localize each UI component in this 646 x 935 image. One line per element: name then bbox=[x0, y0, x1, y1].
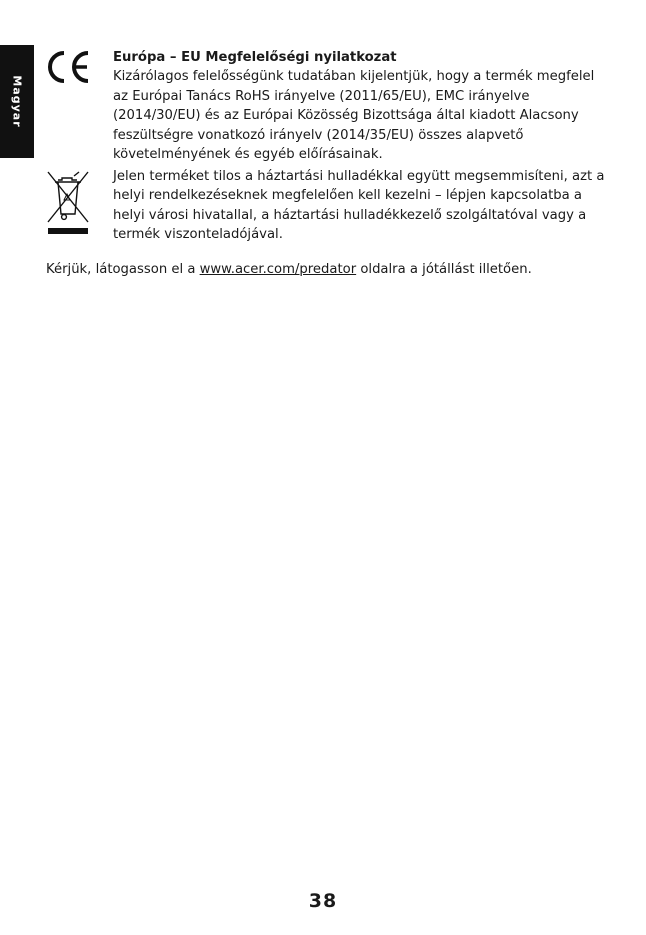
warranty-visit-line bbox=[46, 260, 532, 279]
crossed-out-wheelie-bin-icon bbox=[45, 170, 91, 236]
visit-suffix: oldalra a jótállást illetően. bbox=[356, 262, 532, 277]
language-tab-label: Magyar bbox=[10, 75, 24, 128]
ce-mark-icon bbox=[44, 49, 92, 85]
disposal-section bbox=[113, 167, 613, 245]
disposal-body: Jelen terméket tilos a háztartási hulladékkal együtt megsemmisíteni, azt a helyi rendelkezéseknek megfelelően kell kezelni – lépjen kapcsolatba a helyi városi hivatallal, a háztartási hulladékkezelő szolgáltatóval vagy a termék viszonteladójával. bbox=[113, 169, 605, 243]
eu-declaration-section bbox=[113, 48, 613, 164]
predator-website-link[interactable]: www.acer.com/predator bbox=[199, 262, 357, 277]
eu-declaration-body: Kizárólagos felelősségünk tudatában kijelentjük, hogy a termék megfelel az Európai Tanács RoHS irányelve (2011/65/EU), EMC irányelve (2014/30/EU) és az Európai Közösség Bizottsága által kiadott Alacsony feszültségre vonatkozó irányelv (2014/35/EU) összes alapvető követelményének és egyéb előírásainak. bbox=[113, 69, 595, 163]
page-number: 38 bbox=[308, 890, 338, 912]
eu-declaration-title: Európa – EU Megfelelőségi nyilatkozat bbox=[113, 50, 397, 65]
language-tab bbox=[0, 45, 34, 158]
visit-prefix: Kérjük, látogasson el a bbox=[46, 262, 200, 277]
